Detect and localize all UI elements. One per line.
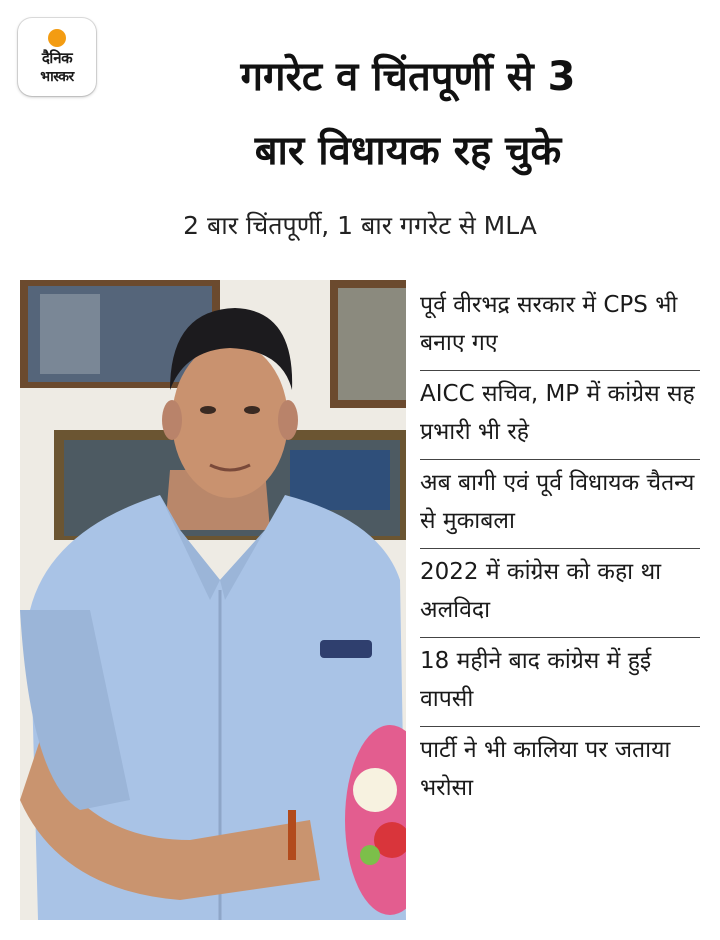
fact-item: पार्टी ने भी कालिया पर जताया भरोसा [420,737,671,801]
fact-item: अब बागी एवं पूर्व विधायक चैतन्य से मुकाबला [420,460,700,549]
subtitle: 2 बार चिंतपूर्णी, 1 बार गगरेट से MLA [183,211,537,240]
brand-name-line1: दैनिक [41,49,73,67]
headline-line2: बार विधायक रह चुके [254,128,562,174]
fact-item: AICC सचिव, MP में कांग्रेस सह प्रभारी भी रहे [420,371,700,460]
fact-item: 2022 में कांग्रेस को कहा था अलविदा [420,549,700,638]
fact-item: पूर्व वीरभद्र सरकार में CPS भी बनाए गए [420,282,700,371]
brand-logo[interactable] [18,18,96,96]
headline-line1: गगरेट व चिंतपूर्णी से 3 [240,54,576,100]
headline [108,40,708,188]
fact-item: 18 महीने बाद कांग्रेस में हुई वापसी [420,638,700,727]
portrait-photo [20,280,406,920]
facts-list [420,282,700,815]
sun-icon [48,29,66,47]
brand-name-line2: भास्कर [40,69,74,85]
